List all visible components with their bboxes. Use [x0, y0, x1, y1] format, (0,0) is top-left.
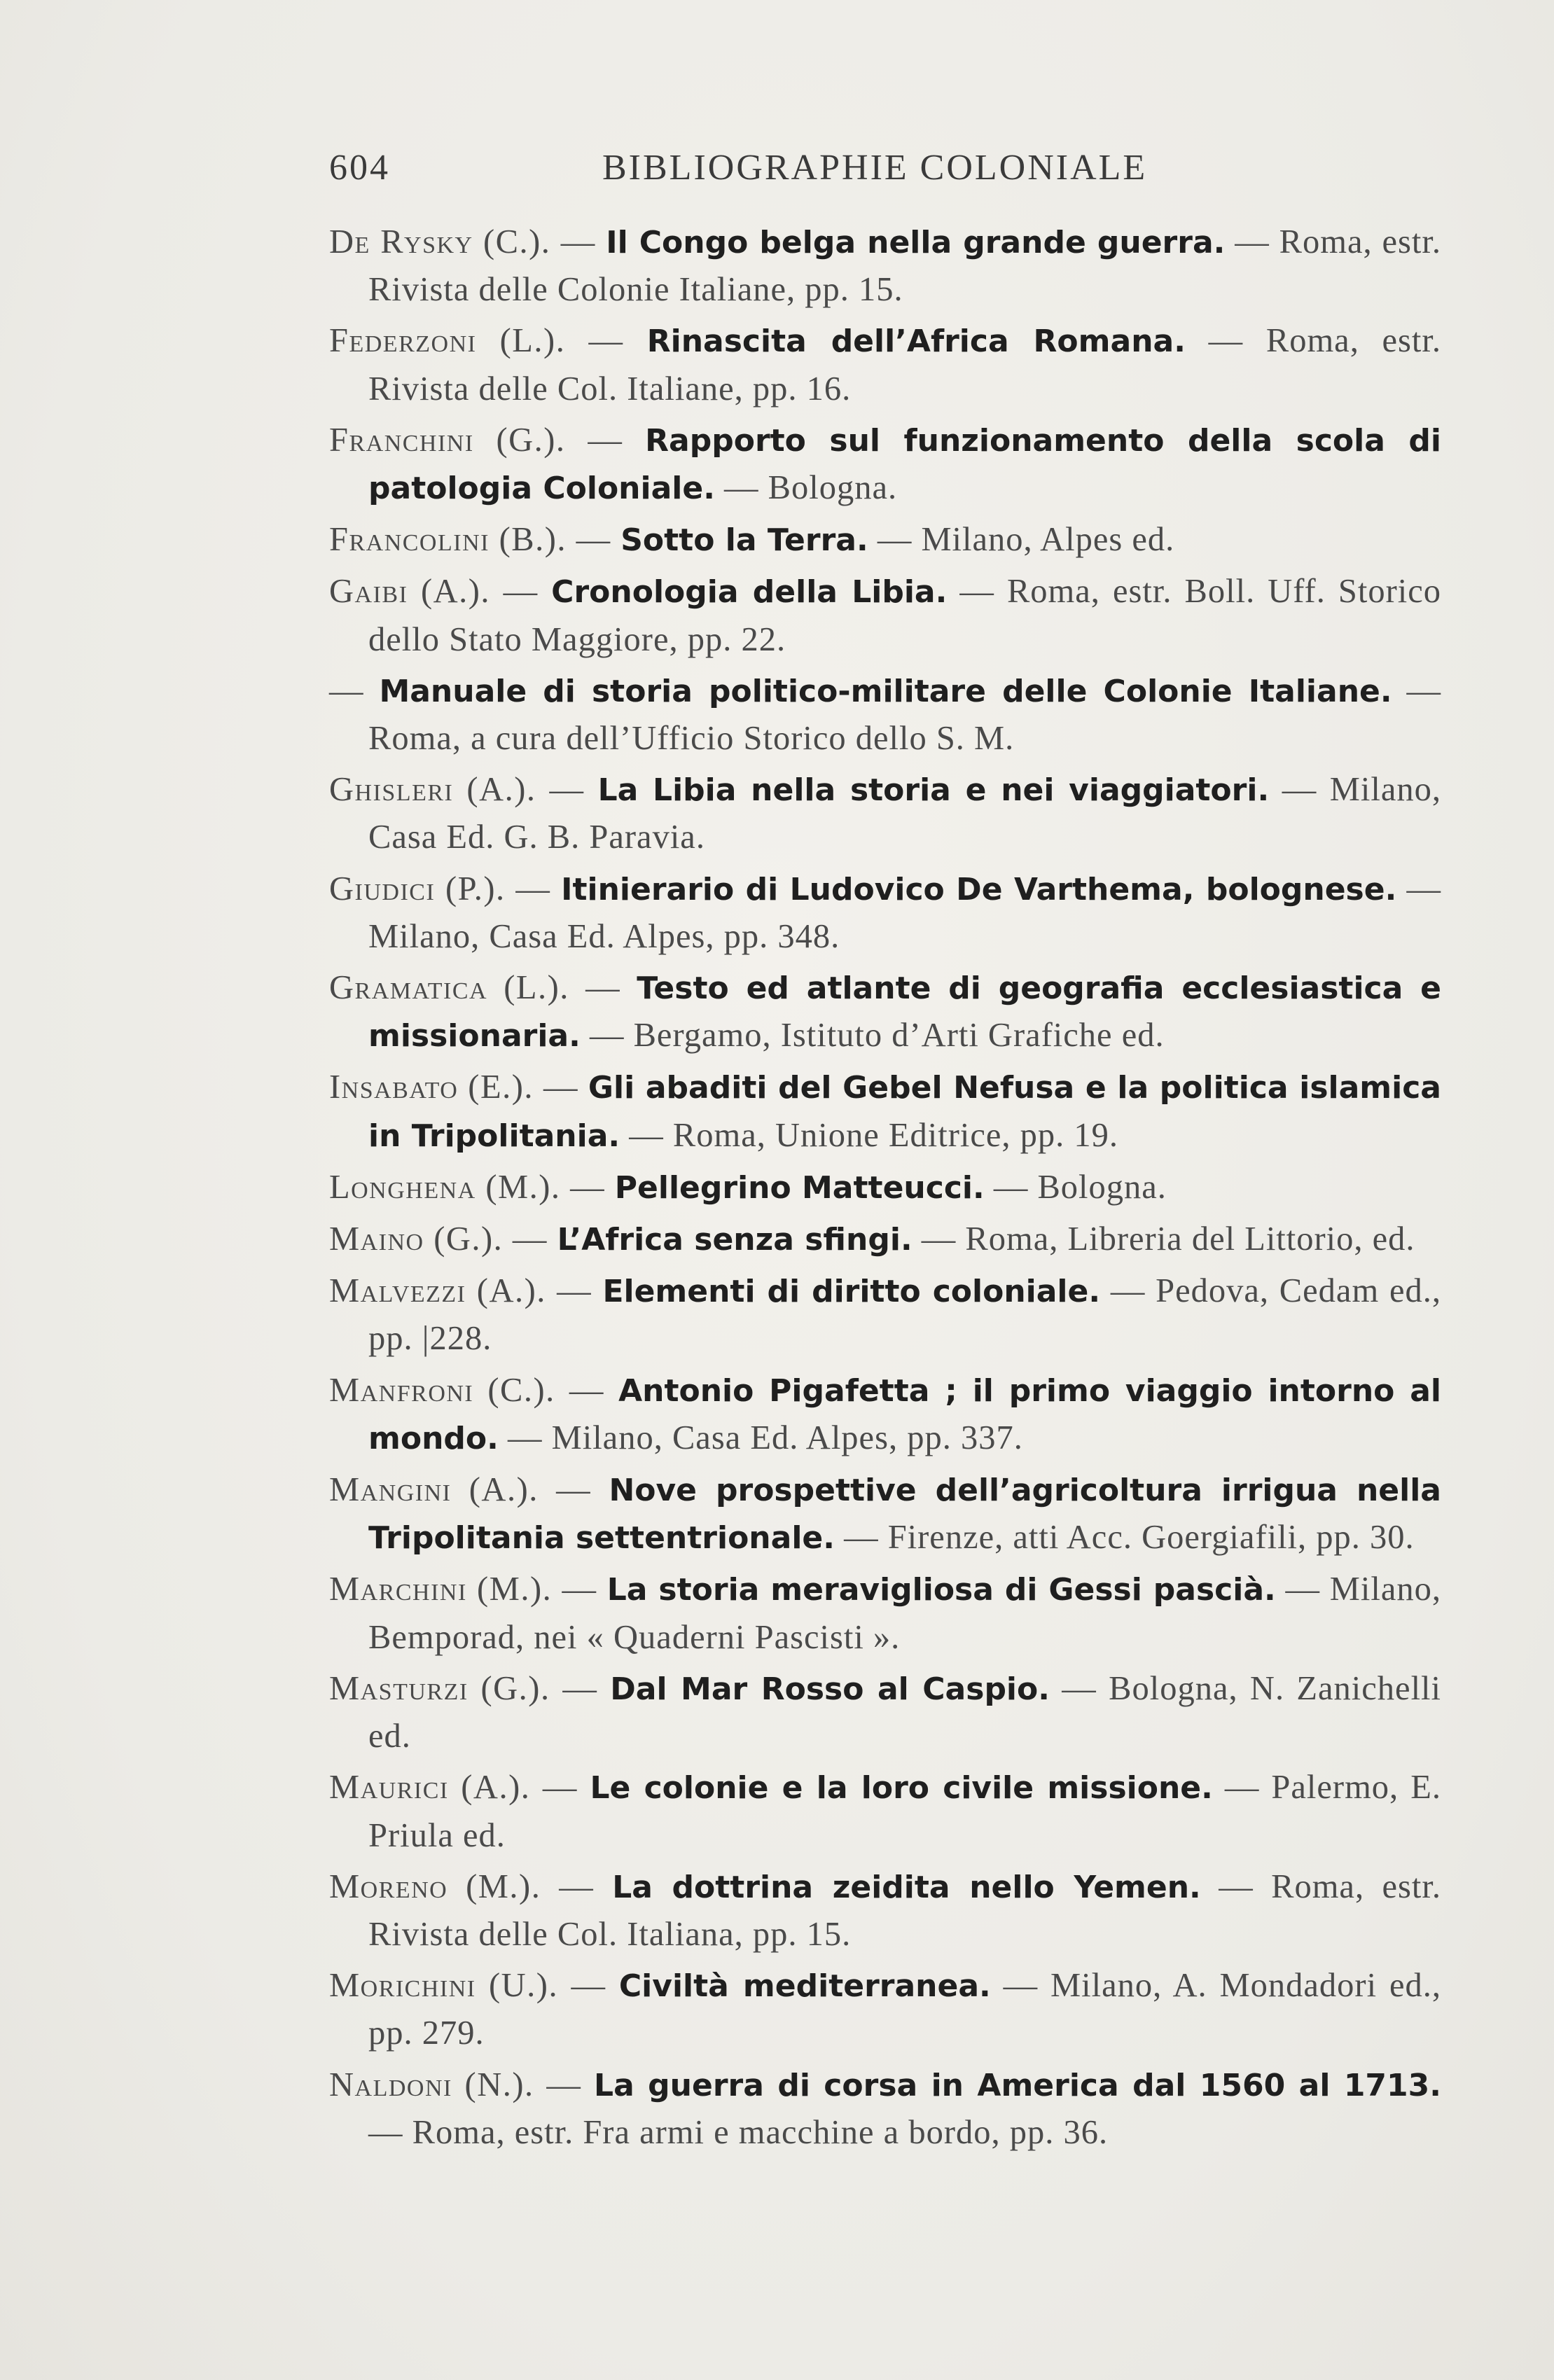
entry-author: Malvezzi (A.). —	[329, 1272, 603, 1310]
entry-publication: — Roma, a cura dell’Ufficio Storico dello S. M.	[368, 671, 1442, 758]
entry-title: L’Africa senza sfingi.	[557, 1222, 913, 1258]
entry-title: Antonio Pigafetta ; il primo viaggio intorno al mondo.	[368, 1372, 1442, 1456]
bibliography-entry	[329, 766, 1441, 861]
entry-author: Ghisleri (A.). —	[329, 771, 598, 809]
entry-publication: — Roma, Unione Editrice, pp. 19.	[620, 1116, 1119, 1154]
bibliography-entry	[329, 1216, 1441, 1263]
entry-publication: — Milano, Casa Ed. Alpes, pp. 337.	[498, 1419, 1023, 1456]
entry-author: Marchini (M.). —	[329, 1571, 607, 1608]
page-header	[329, 147, 1450, 196]
bibliography-entry	[329, 417, 1441, 512]
bibliography-entry	[329, 865, 1441, 960]
bibliography-entry	[329, 1367, 1441, 1462]
bibliography-list	[329, 218, 1441, 2160]
entry-title: Rinascita dell’Africa Romana.	[646, 323, 1186, 360]
entry-title: Nove prospettive dell’agricoltura irrigua nella Tripolitania settentrionale.	[368, 1473, 1441, 1557]
entry-publication: — Milano, A. Mondadori ed., pp. 279.	[368, 1967, 1441, 2052]
entry-publication: — Bologna.	[984, 1168, 1167, 1206]
page-number: 604	[329, 148, 390, 188]
entry-author: Gramatica (L.). —	[329, 969, 637, 1007]
entry-author: Manfroni (C.). —	[329, 1371, 619, 1409]
entry-title: Il Congo belga nella grande guerra.	[606, 225, 1226, 260]
entry-author: Gaibi (A.). —	[329, 573, 552, 611]
entry-title: La dottrina zeidita nello Yemen.	[612, 1869, 1201, 1905]
running-title: BIBLIOGRAPHIE COLONIALE	[602, 148, 1148, 188]
entry-title: Le colonie e la loro civile missione.	[590, 1770, 1213, 1807]
bibliography-entry	[329, 1863, 1441, 1958]
entry-title: La storia meravigliosa di Gessi pascià.	[606, 1572, 1276, 1608]
bibliography-entry	[329, 218, 1441, 313]
entry-title: Cronologia della Libia.	[551, 574, 948, 611]
bibliography-entry	[329, 1665, 1441, 1760]
entry-author: Giudici (P.). —	[329, 870, 562, 907]
entry-publication: — Bologna.	[714, 469, 898, 507]
entry-publication: — Pedova, Cedam ed., pp. |228.	[368, 1272, 1441, 1358]
entry-publication: — Milano, Alpes ed.	[868, 521, 1175, 559]
entry-publication: — Roma, estr. Fra armi e macchine a bordo, pp. 36.	[368, 2113, 1109, 2151]
entry-publication: — Roma, estr. Boll. Uff. Storico dello Stato Maggiore, pp. 22.	[368, 573, 1441, 658]
bibliography-entry	[329, 1566, 1441, 1660]
entry-author: Francolini (B.). —	[329, 521, 621, 559]
bibliography-entry	[329, 1064, 1441, 1159]
bibliography-entry	[329, 667, 1441, 762]
entry-author: Naldoni (N.). —	[329, 2066, 595, 2103]
entry-author: Masturzi (G.). —	[329, 1669, 611, 1707]
bibliography-entry	[329, 568, 1441, 662]
bibliography-entry	[329, 1962, 1441, 2057]
entry-author: —	[329, 671, 380, 709]
entry-author: De Rysky (C.). —	[329, 223, 606, 260]
entry-title: Elementi di diritto coloniale.	[602, 1274, 1101, 1310]
bibliography-entry	[329, 1466, 1441, 1561]
entry-publication: — Milano, Casa Ed. Alpes, pp. 348.	[368, 870, 1442, 955]
entry-title: La Libia nella storia e nei viaggiatori.	[597, 772, 1270, 809]
entry-author: Franchini (G.). —	[329, 421, 646, 459]
bibliography-entry	[329, 1267, 1441, 1362]
bibliography-entry	[329, 1764, 1441, 1858]
bibliography-entry	[329, 964, 1441, 1059]
entry-title: Testo ed atlante di geografia ecclesiastica e missionaria.	[368, 970, 1441, 1055]
bibliography-entry	[329, 1164, 1441, 1211]
entry-author: Insabato (E.). —	[329, 1069, 588, 1106]
entry-author: Moreno (M.). —	[329, 1867, 613, 1905]
entry-title: Pellegrino Matteucci.	[614, 1169, 985, 1206]
bibliography-entry	[329, 516, 1441, 564]
entry-publication: — Roma, estr. Rivista delle Col. Italiane, pp. 16.	[368, 322, 1441, 408]
entry-title: Rapporto sul funzionamento della scola di patologia Coloniale.	[368, 422, 1441, 507]
entry-author: Longhena (M.). —	[329, 1168, 615, 1206]
entry-publication: — Firenze, atti Acc. Goergiafili, pp. 30.	[834, 1519, 1415, 1557]
entry-title: Sotto la Terra.	[620, 522, 868, 559]
entry-publication: — Milano, Casa Ed. G. B. Paravia.	[368, 771, 1441, 856]
entry-title: Manuale di storia politico-militare delle Colonie Italiane.	[379, 673, 1392, 709]
entry-publication: — Milano, Bemporad, nei « Quaderni Pascisti ».	[368, 1571, 1441, 1656]
entry-publication: — Palermo, E. Priula ed.	[368, 1769, 1441, 1854]
entry-title: Dal Mar Rosso al Caspio.	[610, 1671, 1050, 1707]
bibliography-entry	[329, 2061, 1441, 2156]
entry-author: Maurici (A.). —	[329, 1769, 590, 1807]
entry-publication: — Roma, estr. Rivista delle Col. Italiana, pp. 15.	[368, 1867, 1441, 1953]
bibliography-entry	[329, 317, 1441, 412]
entry-publication: — Bologna, N. Zanichelli ed.	[368, 1669, 1441, 1755]
entry-author: Maino (G.). —	[329, 1220, 557, 1258]
entry-publication: — Bergamo, Istituto d’Arti Grafiche ed.	[580, 1017, 1165, 1055]
entry-publication: — Roma, Libreria del Littorio, ed.	[912, 1220, 1415, 1258]
entry-author: Morichini (U.). —	[329, 1967, 619, 2005]
entry-author: Federzoni (L.). —	[329, 322, 647, 360]
entry-title: Civiltà mediterranea.	[618, 1968, 991, 2005]
entry-title: Gli abaditi del Gebel Nefusa e la politica islamica in Tripolitania.	[368, 1070, 1441, 1154]
entry-publication: — Roma, estr. Rivista delle Colonie Italiane, pp. 15.	[368, 223, 1441, 309]
entry-author: Mangini (A.). —	[329, 1471, 609, 1509]
entry-title: Itinierario di Ludovico De Varthema, bolognese.	[561, 871, 1397, 907]
entry-title: La guerra di corsa in America dal 1560 al 1713.	[594, 2067, 1441, 2103]
